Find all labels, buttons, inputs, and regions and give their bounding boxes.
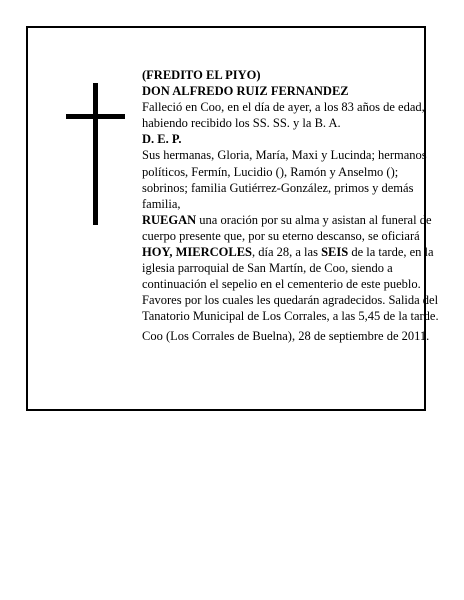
funeral-request: RUEGAN una oración por su alma y asistan al funeral de cuerpo presente que, por su eterno descanso, se oficiará HOY, MIERCOLES, día 28, a las SEIS de la tarde, en la iglesia parroquial de San Martín, de Coo, siendo a continuación el sepelio en el cementerio de este pueblo. Favores por los cuales les quedarán agradecidos. Salida del Tanatorio Municipal de Los Corrales, a las 5,45 de la tarde. xyxy=(142,212,439,324)
family-list: Sus hermanas, Gloria, María, Maxi y Lucinda; hermanos políticos, Fermín, Lucidio (), Ramón y Anselmo (); sobrinos; familia Gutiérrez-González, primos y demás familia, xyxy=(142,148,427,211)
place-date: Coo (Los Corrales de Buelna), 28 de septiembre de 2011. xyxy=(142,328,430,343)
rip-line: D. E. P. xyxy=(142,132,182,147)
funeral-day: HOY, MIERCOLES xyxy=(142,245,252,260)
deceased-name: DON ALFREDO RUIZ FERNANDEZ xyxy=(142,84,349,99)
ruegan-word: RUEGAN xyxy=(142,212,197,227)
cross-icon xyxy=(93,83,98,225)
funeral-hour: SEIS xyxy=(321,245,349,260)
cross-icon-bar xyxy=(66,114,125,119)
obituary-notice xyxy=(26,26,439,411)
deceased-nickname: (FREDITO EL PIYO) xyxy=(142,68,261,82)
obituary-text xyxy=(142,67,446,344)
death-notice: Falleció en Coo, en el día de ayer, a los 83 años de edad, habiendo recibido los SS. SS. y la B. A. xyxy=(142,100,425,131)
